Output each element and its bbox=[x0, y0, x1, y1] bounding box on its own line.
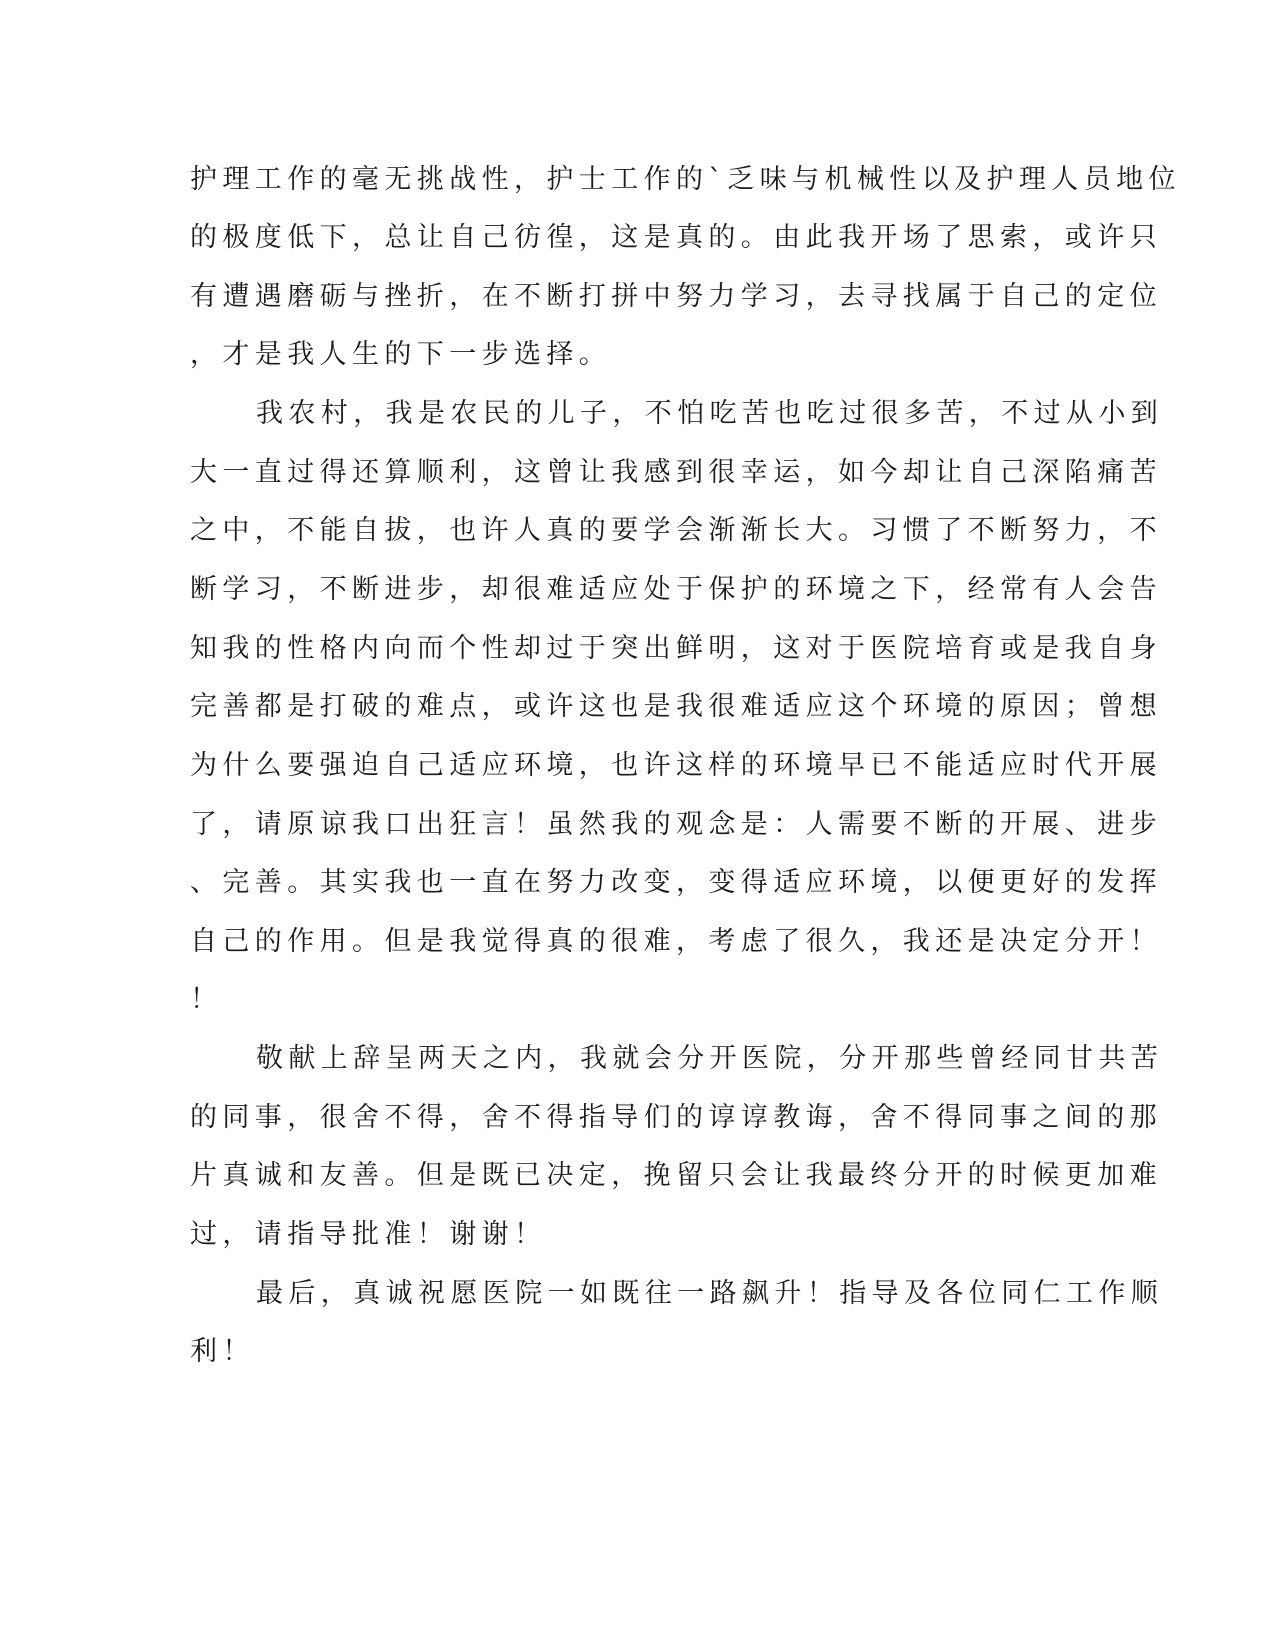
text-line: 完善都是打破的难点，或许这也是我很难适应这个环境的原因；曾想 bbox=[190, 691, 1162, 722]
text-line: 利！ bbox=[190, 1336, 255, 1367]
text-line: 之中，不能自拔，也许人真的要学会渐渐长大。习惯了不断努力，不 bbox=[190, 515, 1162, 546]
text-line: ，才是我人生的下一步选择。 bbox=[190, 339, 612, 370]
text-line: 断学习，不断进步，却很难适应处于保护的环境之下，经常有人会告 bbox=[190, 574, 1162, 605]
text-line: 过，请指导批准！谢谢！ bbox=[190, 1219, 547, 1250]
text-line: 片真诚和友善。但是既已决定，挽留只会让我最终分开的时候更加难 bbox=[190, 1160, 1162, 1191]
paragraph-start-line: 最后，真诚祝愿医院一如既往一路飙升！指导及各位同仁工作顺 bbox=[256, 1278, 1164, 1309]
text-line: 了，请原谅我口出狂言！虽然我的观念是：人需要不断的开展、进步 bbox=[190, 809, 1162, 840]
text-line: 知我的性格内向而个性却过于突出鲜明，这对于医院培育或是我自身 bbox=[190, 633, 1162, 664]
text-line: 护理工作的毫无挑战性，护士工作的`乏味与机械性以及护理人员地位 bbox=[190, 164, 1181, 195]
text-line: 为什么要强迫自己适应环境，也许这样的环境早已不能适应时代开展 bbox=[190, 750, 1162, 781]
text-line: 的同事，很舍不得，舍不得指导们的谆谆教诲，舍不得同事之间的那 bbox=[190, 1102, 1162, 1133]
text-line: 大一直过得还算顺利，这曾让我感到很幸运，如今却让自己深陷痛苦 bbox=[190, 457, 1162, 488]
text-line: 有遭遇磨砺与挫折，在不断打拼中努力学习，去寻找属于自己的定位 bbox=[190, 281, 1162, 312]
text-line: 、完善。其实我也一直在努力改变，变得适应环境，以便更好的发挥 bbox=[190, 867, 1162, 898]
text-line: 自己的作用。但是我觉得真的很难，考虑了很久，我还是决定分开！ bbox=[190, 926, 1162, 957]
paragraph-start-line: 我农村，我是农民的儿子，不怕吃苦也吃过很多苦，不过从小到 bbox=[256, 398, 1164, 429]
text-line: 的极度低下，总让自己彷徨，这是真的。由此我开场了思索，或许只 bbox=[190, 222, 1162, 253]
paragraph-start-line: 敬献上辞呈两天之内，我就会分开医院，分开那些曾经同甘共苦 bbox=[256, 1043, 1164, 1074]
text-line: ！ bbox=[190, 984, 223, 1015]
